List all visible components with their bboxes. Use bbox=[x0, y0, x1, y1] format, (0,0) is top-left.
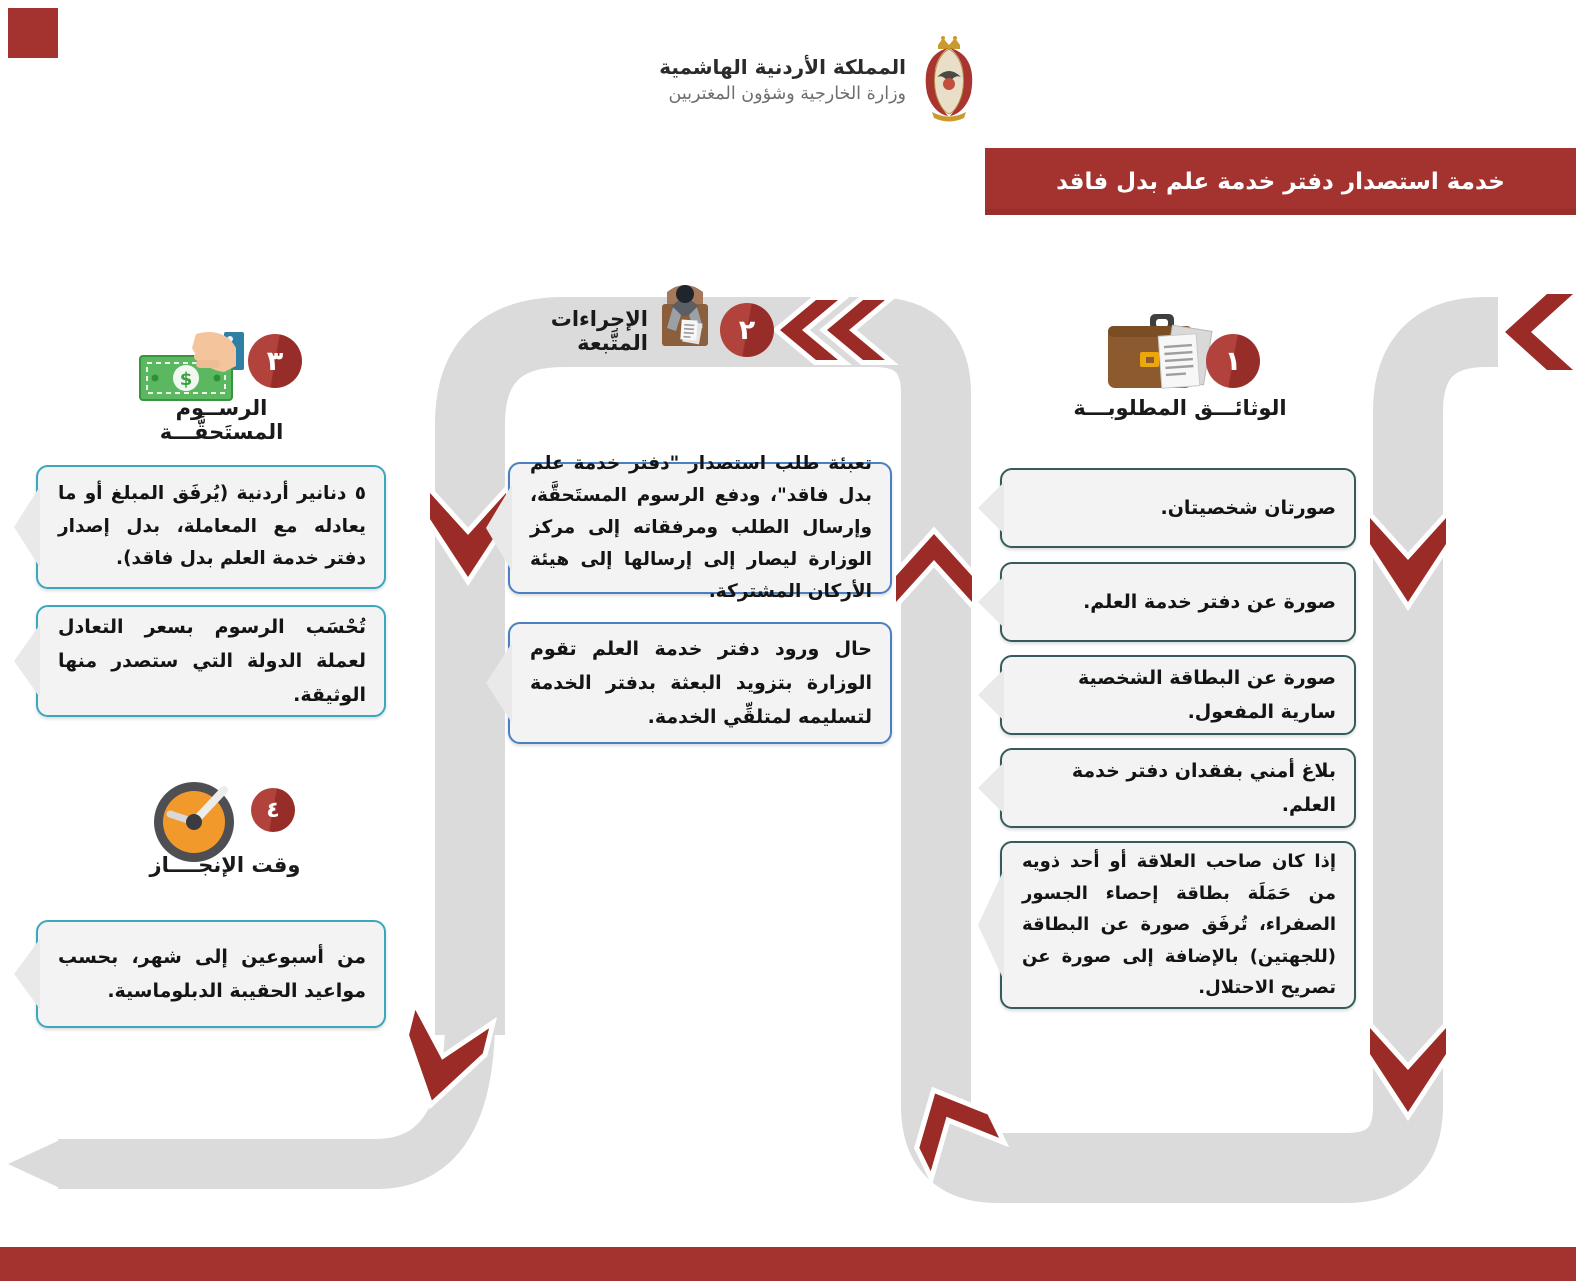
flow-end-arrow-icon bbox=[8, 1139, 62, 1189]
procedures-section-label: الإجراءات المتَّبعة bbox=[550, 307, 648, 355]
clerk-at-desk-icon bbox=[650, 280, 720, 354]
fee-item-box bbox=[36, 465, 386, 589]
document-item-text: صورتان شخصيتان. bbox=[1160, 496, 1336, 519]
chevron-left-icon bbox=[1505, 294, 1573, 370]
time-section-label: وقت الإنجــــاز bbox=[149, 853, 301, 877]
step-2-badge: ٢ bbox=[720, 303, 774, 357]
fee-item-text: تُحْسَب الرسوم بسعر التعادل لعملة الدولة التي ستصدر منها الوثيقة. bbox=[58, 615, 366, 707]
document-item-box bbox=[1000, 655, 1356, 735]
corner-accent-square bbox=[8, 8, 58, 58]
jordan-coat-of-arms-icon bbox=[918, 36, 980, 122]
document-item-box bbox=[1000, 468, 1356, 548]
time-item-box bbox=[36, 920, 386, 1028]
documents-section-label: الوثائـــق المطلوبـــة bbox=[1073, 396, 1287, 420]
svg-text:$: $ bbox=[179, 369, 193, 390]
kingdom-title: المملكة الأردنية الهاشمية bbox=[659, 54, 906, 79]
gov-header bbox=[620, 36, 980, 122]
procedure-item-box bbox=[508, 622, 892, 744]
fees-section-label: الرســوم المستَحقَّـــة bbox=[159, 396, 284, 444]
document-item-text: إذا كان صاحب العلاقة أو أحد ذويه من حَمَلَة بطاقة إحصاء الجسور الصفراء، تُرفَق صورة عن البطاقة (للجهتين) بالإضافة إلى صورة عن تصريح الاحتلال. bbox=[1022, 851, 1336, 999]
document-item-text: صورة عن البطاقة الشخصية سارية المفعول. bbox=[1077, 666, 1336, 723]
document-item-box bbox=[1000, 562, 1356, 642]
service-title: خدمة استصدار دفتر خدمة علم بدل فاقد bbox=[1056, 168, 1505, 195]
document-item-box bbox=[1000, 841, 1356, 1009]
procedure-item-text: تعبئة طلب استصدار "دفتر خدمة علم بدل فاقد"، ودفع الرسوم المستَحقَّة، وإرسال الطلب ومرفقاته إلى مركز الوزارة ليصار إلى إرسالها إلى هيئة الأركان المشتركة. bbox=[530, 453, 872, 602]
briefcase-documents-icon bbox=[1102, 312, 1214, 408]
step-3-badge: ٣ bbox=[248, 334, 302, 388]
document-item-text: صورة عن دفتر خدمة العلم. bbox=[1083, 590, 1336, 613]
document-item-text: بلاغ أمني بفقدان دفتر خدمة العلم. bbox=[1071, 759, 1336, 816]
fee-item-text: ٥ دنانير أردنية (يُرفَق المبلغ أو ما يعادله مع المعاملة، بدل إصدار دفتر خدمة العلم بدل فاقد). bbox=[58, 483, 366, 570]
fee-item-box bbox=[36, 605, 386, 717]
procedure-item-box bbox=[508, 453, 892, 602]
step-4-badge: ٤ bbox=[251, 788, 295, 832]
ministry-title: وزارة الخارجية وشؤون المغتربين bbox=[668, 83, 906, 104]
service-title-banner bbox=[985, 148, 1576, 215]
procedure-item-text: حال ورود دفتر خدمة العلم تقوم الوزارة بتزويد البعثة بدفتر الخدمة لتسليمه لمتلقِّي الخدمة. bbox=[530, 637, 872, 729]
bottom-accent-bar bbox=[0, 1247, 1576, 1281]
time-item-text: من أسبوعين إلى شهر، بحسب مواعيد الحقيبة الدبلوماسية. bbox=[58, 945, 366, 1002]
step-1-badge: ١ bbox=[1206, 334, 1260, 388]
document-item-box bbox=[1000, 748, 1356, 828]
